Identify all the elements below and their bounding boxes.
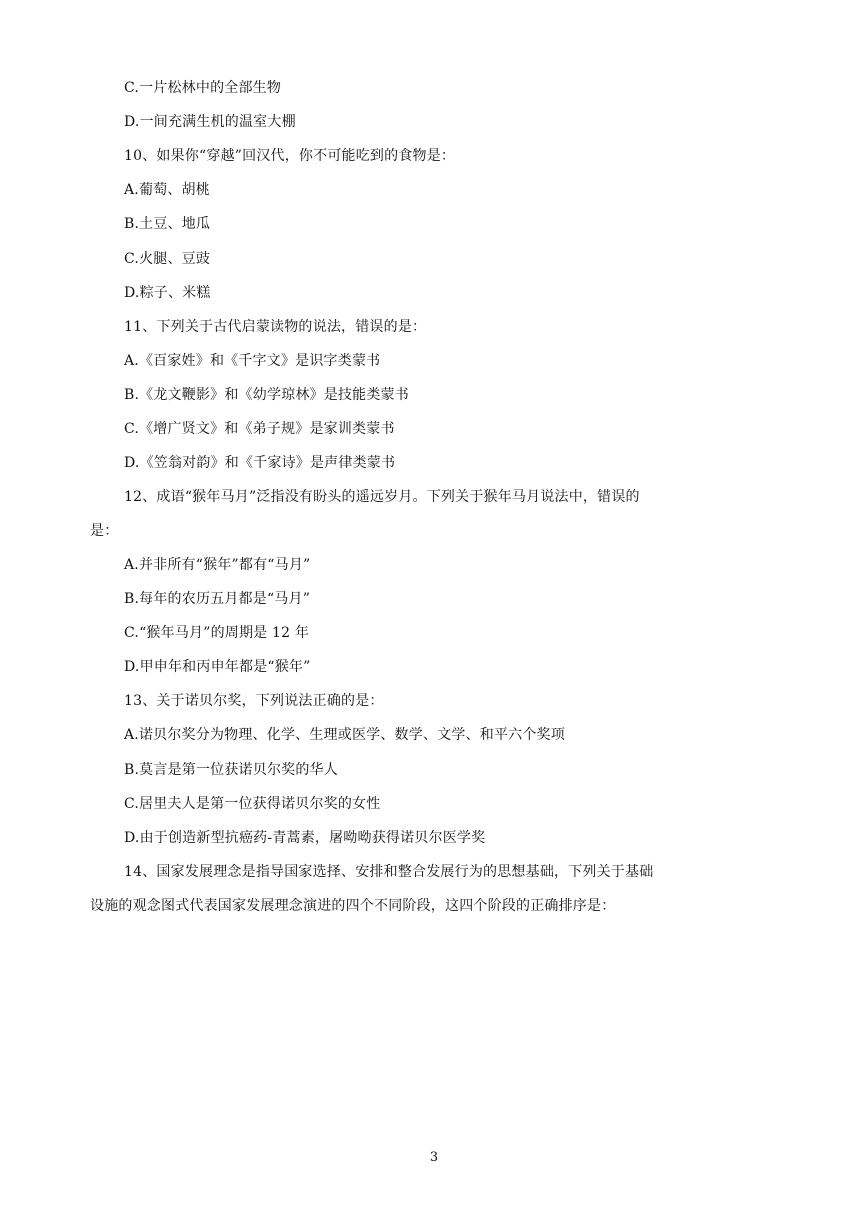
option-11a: A.《百家姓》和《千字文》是识字类蒙书 xyxy=(124,353,381,369)
option-11b: B.《龙文鞭影》和《幼学琼林》是技能类蒙书 xyxy=(124,387,409,403)
option-10d: D.粽子、米糕 xyxy=(124,285,211,301)
option-10b: B.土豆、地瓜 xyxy=(124,216,211,232)
question-10: 10、如果你“穿越”回汉代，你不可能吃到的食物是： xyxy=(124,148,456,164)
option-9c: C.一片松林中的全部生物 xyxy=(124,80,282,96)
option-12b: B.每年的农历五月都是“马月” xyxy=(124,591,311,607)
option-13c: C.居里夫人是第一位获得诺贝尔奖的女性 xyxy=(124,796,381,812)
option-11d: D.《笠翁对韵》和《千家诗》是声律类蒙书 xyxy=(124,455,396,471)
option-10c: C.火腿、豆豉 xyxy=(124,251,211,267)
option-10a: A.葡萄、胡桃 xyxy=(124,182,210,198)
option-9d: D.一间充满生机的温室大棚 xyxy=(124,114,296,130)
option-11c: C.《增广贤文》和《弟子规》是家训类蒙书 xyxy=(124,421,395,437)
option-12d: D.甲申年和丙申年都是“猴年” xyxy=(124,659,311,675)
question-12: 12、成语“猴年马月”泛指没有盼头的遥远岁月。下列关于猴年马月说法中，错误的 xyxy=(124,489,640,505)
option-13a: A.诺贝尔奖分为物理、化学、生理或医学、数学、文学、和平六个奖项 xyxy=(124,727,565,743)
question-14: 14、国家发展理念是指导国家选择、安排和整合发展行为的思想基础，下列关于基础 xyxy=(124,864,654,880)
option-12a: A.并非所有“猴年”都有“马月” xyxy=(124,557,311,573)
option-13d: D.由于创造新型抗癌药-青蒿素，屠呦呦获得诺贝尔医学奖 xyxy=(124,830,486,846)
option-13b: B.莫言是第一位获诺贝尔奖的华人 xyxy=(124,762,338,778)
question-11: 11、下列关于古代启蒙读物的说法，错误的是： xyxy=(124,319,427,335)
question-14-continued: 设施的观念图式代表国家发展理念演进的四个不同阶段，这四个阶段的正确排序是： xyxy=(90,898,616,914)
question-12-continued: 是： xyxy=(90,523,119,539)
page-number: 3 xyxy=(429,1150,439,1165)
option-12c: C.“猴年马月”的周期是 12 年 xyxy=(124,625,310,641)
question-13: 13、关于诺贝尔奖，下列说法正确的是： xyxy=(124,693,384,709)
